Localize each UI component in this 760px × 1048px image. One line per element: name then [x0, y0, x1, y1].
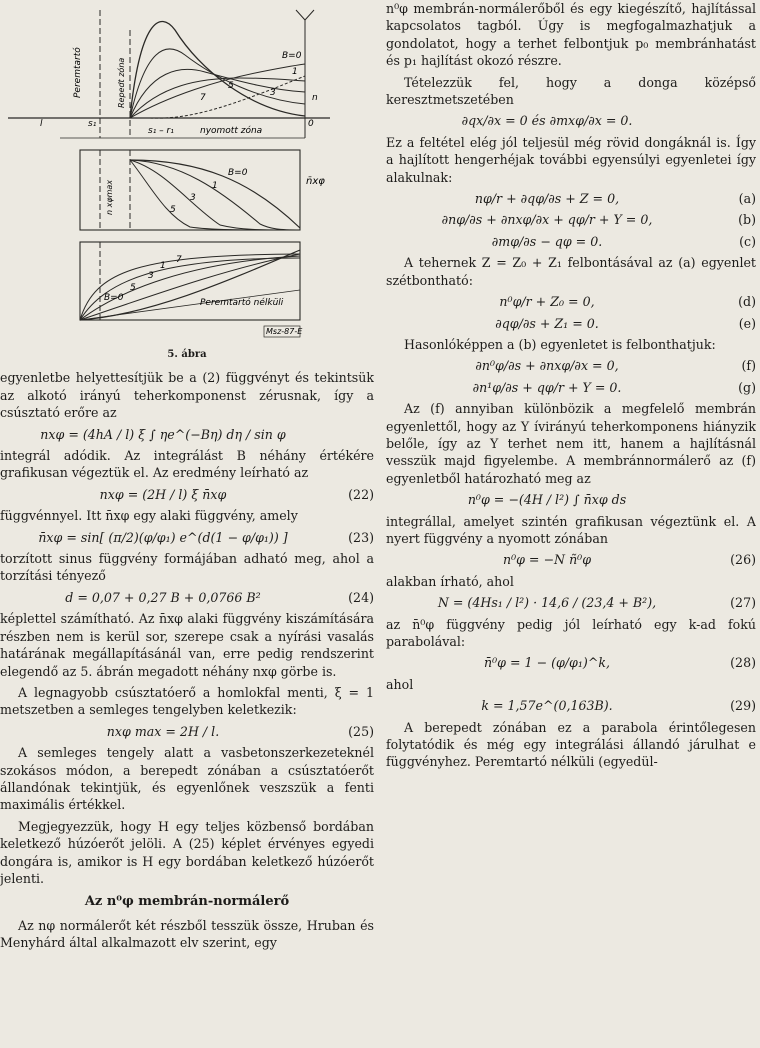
label-axis-max: n xφmax [105, 179, 114, 215]
label-s1rf: s₁ – r₁ [148, 126, 174, 136]
right-p7: integrállal, amelyet szintén grafikusan végeztünk el. A nyert függvény a nyomott zónában [386, 513, 756, 546]
eq-nx-formula: nxφ = (4hA / l) ξ ∫ ηe^(−Bη) dη / sin φ [40, 426, 286, 442]
section-heading: Az n⁰φ membrán-normálerő [84, 894, 290, 910]
label-c7: 7 [200, 93, 206, 103]
eq-23 [0, 529, 374, 546]
label-c5: 5 [228, 81, 234, 91]
label-c3: 3 [270, 88, 276, 98]
eq-29-formula: k = 1,57e^(0,163B). [481, 698, 613, 714]
eq-25-number: (25) [348, 723, 374, 739]
right-p2: Tételezzük fel, hogy a donga középső keresztmetszetében [386, 74, 756, 108]
eq-28 [386, 654, 756, 671]
eq-27-formula: N = (4Hs₁ / l²) · 14,6 / (23,4 + B²), [437, 595, 657, 611]
label-c3-2: 3 [190, 193, 196, 203]
eq-27-number: (27) [730, 595, 756, 611]
eq-d [386, 293, 756, 310]
label-repedt: Repedt zóna [117, 57, 126, 108]
eq-22-formula: nxφ = (2H / l) ξ n̄xφ [99, 486, 227, 502]
right-p9: az n̄⁰φ függvény pedig jól leírható egy k-ad fokú parabolával: [386, 616, 756, 649]
chart-top [8, 10, 330, 138]
label-c5-3: 5 [130, 283, 136, 293]
eq-24-formula: d = 0,07 + 0,27 B + 0,0766 B² [65, 589, 261, 605]
left-p1: egyenletbe helyettesítjük be a (2) függvényt és tekintsük az alkotó irányú teherkomponenst zérusnak, így a csúsztató erőre az [0, 370, 374, 421]
label-c1: 1 [292, 67, 298, 77]
eq-a-formula: nφ/r + ∂qφ/∂s + Z = 0, [474, 191, 620, 207]
eq-29-number: (29) [730, 698, 756, 714]
right-column [386, 0, 756, 1048]
eq-g-number: (g) [738, 379, 756, 395]
eq-a-number: (a) [738, 191, 756, 207]
left-p5: képlettel számítható. Az n̄xφ alaki függvény kiszámítására részben nem is kerül sor, szerepe csak a nyírási vasalás határának megállapításánál van, erre pedig rendszerint elegendő az 5. ábrán megadott néhány nxφ görbe is. [0, 611, 374, 679]
right-p4: A tehernek Z = Z₀ + Z₁ felbontásával az (a) egyenlet szétbontható: [386, 255, 756, 288]
right-p10: ahol [386, 676, 414, 692]
eq-mid-formula: ∂qx/∂x = 0 és ∂mxφ/∂x = 0. [461, 113, 633, 129]
eq-22-number: (22) [348, 486, 374, 502]
left-p4: torzított sinus függvény formájában adható meg, ahol a torzítási tényező [0, 551, 374, 584]
eq-e [386, 315, 756, 332]
label-n: n [312, 93, 318, 103]
label-b0-2: B=0 [228, 168, 248, 178]
eq-mid [386, 112, 756, 129]
label-c1-3: 1 [160, 261, 166, 271]
left-p6: A legnagyobb csúsztatóerő a homlokfal menti, ξ = 1 metszetben a semleges tengelyben keletkezik: [0, 684, 374, 718]
right-p5: Hasonlóképpen a (b) egyenletet is felbonthatjuk: [404, 336, 716, 352]
label-peremtarto-nelkul: Peremtartó nélküli [200, 298, 284, 308]
label-n-2: n̄xφ [306, 176, 325, 187]
eq-f-formula: ∂n⁰φ/∂s + ∂nxφ/∂x = 0, [475, 358, 619, 374]
right-p1: n⁰φ membrán-normálerőből és egy kiegészítő, hajlítással kapcsolatos tagból. Úgy is megfogalmazhatjuk a gondolatot, hogy a terhet felbontjuk p₀ membránhatást és p₁ hajlítást okozó részre. [386, 1, 756, 69]
eq-23-number: (23) [348, 529, 374, 545]
label-c7-3: 7 [176, 255, 182, 265]
right-p11: A berepedt zónában ez a parabola érintőlegesen folytatódik és még egy integrálási állandó járulhat e függvényhez. Peremtartó nélküli (egyedül- [386, 719, 756, 770]
eq-a [386, 190, 756, 207]
eq-28-number: (28) [730, 655, 756, 671]
eq-25-formula: nxφ max = 2H / l. [106, 723, 220, 739]
eq-b-formula: ∂nφ/∂s + ∂nxφ/∂x + qφ/r + Y = 0, [441, 212, 653, 228]
eq-f [386, 357, 756, 374]
eq-e-number: (e) [738, 315, 756, 331]
eq-28-formula: n̄⁰φ = 1 − (φ/φ₁)^k, [483, 655, 611, 671]
eq-29 [386, 697, 756, 714]
eq-26-number: (26) [730, 552, 756, 568]
right-p6: Az (f) annyiban különbözik a megfelelő membrán egyenlettől, hogy az Y ívirányú teherkomponens hiányzik belőle, így az Y terhet nem itt, hanem a hajlításnál vesszük majd figyelembe. A membránnormálerő az (f) egyenletből határozható meg az [386, 401, 756, 486]
label-xl: l [40, 119, 43, 129]
label-b0: B=0 [282, 51, 302, 61]
label-stamp: Msz-87-E [266, 327, 303, 336]
eq-g [386, 379, 756, 396]
eq-24-number: (24) [348, 589, 374, 605]
eq-b-number: (b) [738, 212, 756, 228]
eq-c-formula: ∂mφ/∂s − qφ = 0. [491, 233, 603, 249]
figure-caption: 5. ábra [167, 349, 207, 360]
eq-26 [386, 551, 756, 568]
eq-c-number: (c) [739, 233, 756, 249]
left-column [0, 0, 374, 1048]
eq-26-formula: n⁰φ = −N ñ⁰φ [502, 552, 592, 568]
label-nyomott: nyomott zóna [200, 126, 263, 136]
eq-g-formula: ∂n¹φ/∂s + qφ/r + Y = 0. [472, 379, 622, 395]
eq-24 [0, 589, 374, 606]
label-b0-3: B=0 [104, 293, 124, 303]
eq-int [386, 491, 756, 508]
eq-27 [386, 594, 756, 611]
left-p7: A semleges tengely alatt a vasbetonszerkezeteknél szokásos módon, a berepedt zónában a csúsztatóerőt állandónak tekintjük, és egyenlőnek veszszük a fenti maximális értékkel. [0, 745, 374, 813]
left-p9: Az nφ normálerőt két részből tesszük össze, Hruban és Menyhárd által alkalmazott elv szerint, egy [0, 917, 374, 951]
left-p3: függvénnyel. Itt n̄xφ egy alaki függvény, amely [0, 508, 298, 524]
eq-23-formula: n̄xφ = sin[ (π/2)(φ/φ₁) e^(d(1 − φ/φ₁)) ] [38, 529, 288, 545]
eq-c [386, 233, 756, 250]
chart-bottom [80, 242, 300, 320]
eq-nx [0, 426, 374, 443]
eq-b [386, 211, 756, 228]
label-xs1: s₁ [88, 119, 97, 129]
eq-22 [0, 486, 374, 503]
figure-5 [0, 0, 374, 348]
right-p8: alakban írható, ahol [386, 573, 514, 589]
right-p3: Ez a feltétel elég jól teljesül még rövid dongáknál is. Így a hajlított hengerhéjak további egyensúlyi egyenletei így alakulnak: [386, 134, 756, 185]
label-c1-2: 1 [212, 181, 218, 191]
eq-e-formula: ∂qφ/∂s + Z₁ = 0. [495, 315, 599, 331]
left-p8: Megjegyezzük, hogy H egy teljes közbenső bordában keletkező húzóerőt jelöli. A (25) képlet érvényes egyedi dongára is, amikor is H egy bordában keletkező húzóerőt jelenti. [0, 818, 374, 886]
eq-d-number: (d) [738, 294, 756, 310]
label-c3-3: 3 [148, 271, 154, 281]
eq-f-number: (f) [741, 358, 756, 374]
eq-d-formula: n⁰φ/r + Z₀ = 0, [499, 294, 595, 310]
left-p2: integrál adódik. Az integrálást B néhány értékére grafikusan végeztük el. Az eredmény leírható az [0, 448, 374, 481]
label-peremtarto: Peremtartó [73, 47, 83, 98]
eq-25 [0, 723, 374, 740]
label-x0: 0 [308, 119, 314, 129]
label-c5-2: 5 [170, 205, 176, 215]
eq-int-formula: n⁰φ = −(4H / l²) ∫ n̄xφ ds [467, 492, 627, 508]
